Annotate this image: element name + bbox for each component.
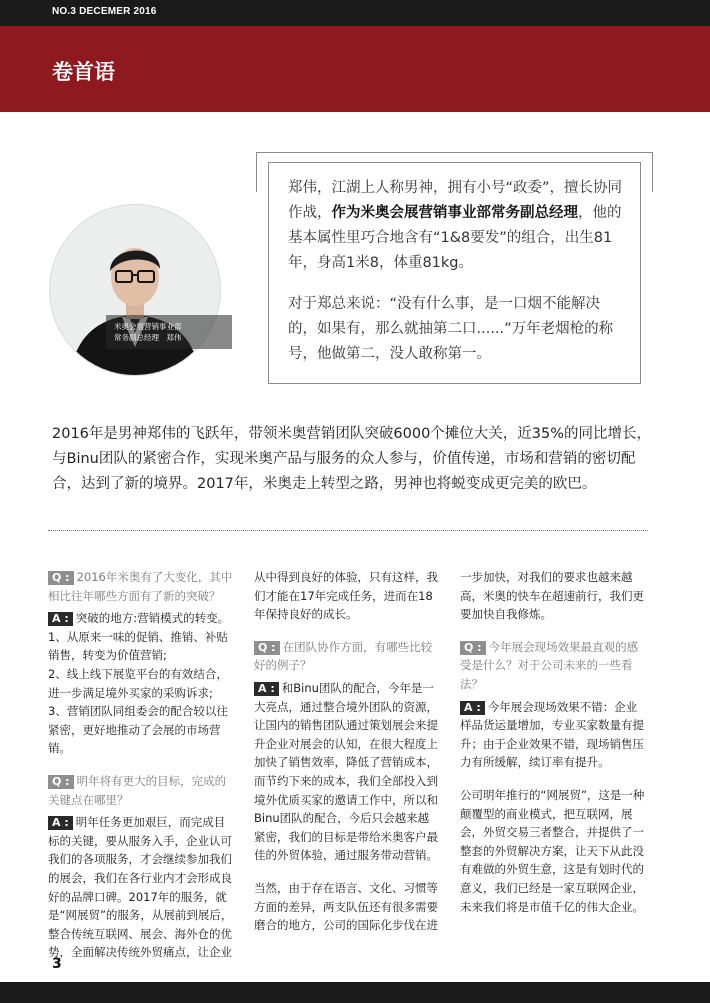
column-2 <box>254 568 440 949</box>
a-badge: A : <box>460 701 485 715</box>
bio-title-bold: 作为米奥会展营销事业部常务副总经理 <box>331 205 578 221</box>
footer-bar <box>0 982 710 1003</box>
top-bar <box>0 0 710 26</box>
answer-paragraph: 当然，由于存在语言、文化、习惯等方面的差异，两支队伍还有很多需要磨合的地方，公司的国际化步伐在进 <box>254 880 438 933</box>
a-badge: A : <box>254 682 279 696</box>
issue-label: NO.3 DECEMER 2016 <box>52 6 157 17</box>
bio-frame-right <box>652 152 653 192</box>
section-title: 卷首语 <box>52 60 115 84</box>
bio-paragraph-2: 对于郑总来说：“没有什么事，是一口烟不能解决的，如果有，那么就抽第二口......”万年老烟枪的称号，他做第二，没人敢称第一。 <box>288 296 614 362</box>
qa-item <box>460 638 646 772</box>
answer-point: 3、营销团队同组委会的配合较以往紧密，更好地推动了会展的市场营销。 <box>48 704 228 756</box>
qa-item <box>48 772 234 962</box>
column-1 <box>48 568 234 976</box>
section-header <box>0 26 710 112</box>
q-badge: Q : <box>460 641 486 655</box>
qa-item <box>254 638 440 865</box>
answer-point: 1、从原来一味的促销、推销、补贴销售，转变为价值营销; <box>48 629 228 663</box>
caption-line-2: 常务副总经理 郑伟 <box>114 333 182 342</box>
page-number: 3 <box>52 956 62 972</box>
caption-line-1: 米奥会展营销事业部 <box>114 322 182 331</box>
a-badge: A : <box>48 816 73 830</box>
answer-continued: 一步加快，对我们的要求也越来越高，米奥的快车在超速前行，我们更要加快自我修炼。 <box>460 570 644 622</box>
answer: A : 突破的地方:营销模式的转变。 1、从原来一味的促销、推销、补贴销售，转变为价值营销; 2、线上线下展览平台的有效结合，进一步满足境外买家的采购诉求; 3、营销团队同组委会的配合较以往紧密，更好地推动了会展的市场营销。 <box>48 609 234 758</box>
q-badge: Q : <box>254 641 280 655</box>
a-badge: A : <box>48 612 73 626</box>
portrait-photo <box>50 205 220 375</box>
answer: A : 明年任务更加艰巨，而完成目标的关键，要从服务入手，企业认可我们的各项服务，才会继续参加我们的展会，我们在各行业内才会形成良好的品牌口碑。2017年的服务，就是“网展贸”的服务，从展前到展后，整合传统互联网、展会、海外仓的优势，全面解决传统外贸痛点，让企业 <box>48 815 233 960</box>
dotted-divider <box>48 530 648 531</box>
answer-paragraph: 公司明年推行的“网展贸”，这是一种颠覆型的商业模式，把互联网，展会，外贸交易三者整合，并提供了一整套的外贸解决方案，让天下从此没有难做的外贸生意，这是有划时代的意义，我们已经是一家互联网企业，未来我们将是市值千亿的伟大企业。 <box>460 787 645 914</box>
question: Q : 2016年米奥有了大变化，其中相比往年哪些方面有了新的突破？ <box>48 570 233 603</box>
bio-frame-top <box>256 152 653 153</box>
answer-continued: 从中得到良好的体验，只有这样，我们才能在17年完成任务，进而在18年保持良好的成长。 <box>254 570 438 622</box>
question: Q : 明年将有更大的目标，完成的关键点在哪里？ <box>48 773 227 807</box>
q-badge: Q : <box>48 775 74 789</box>
answer: A : 今年展会现场效果不错：企业样品货运量增加，专业买家数量有提升；由于企业效果不错，现场销售压力有所缓解，续订率有提升。 <box>460 699 644 770</box>
bio-frame-left <box>256 152 257 192</box>
summary-paragraph: 2016年是男神郑伟的飞跃年，带领米奥营销团队突破6000个摊位大关，近35%的同比增长，与Binu团队的紧密合作，实现米奥产品与服务的众人参与，价值传递，市场和营销的密切配合，达到了新的境界。2017年，米奥走上转型之路，男神也将蜕变成更完美的欧巴。 <box>52 426 652 492</box>
question: Q : 在团队协作方面，有哪些比较好的例子？ <box>254 639 433 673</box>
column-3 <box>460 568 646 930</box>
bio-paragraph-1: 郑伟，江湖上人称男神，拥有小号“政委”，擅长协同作战，作为米奥会展营销事业部常务副总经理，他的基本属性里巧合地含有“1&8要发”的组合，出生81年，身高1米8，体重81kg。 <box>288 180 623 271</box>
photo-caption <box>106 315 232 349</box>
answer: A : 和Binu团队的配合，今年是一大亮点，通过整合境外团队的资源，让国内的销售团队通过策划展会来提升企业对展会的认知，在很大程度上加快了销售效率，降低了营销成本，而节约下来的成本，我们全部投入到境外优质买家的邀请工作中，所以和Binu团队的配合，今后只会越来越紧密，我们的目标是带给米奥客户最佳的外贸体验，通过服务带动营销。 <box>254 680 438 863</box>
answer-point: 2、线上线下展览平台的有效结合，进一步满足境外买家的采购诉求; <box>48 666 228 700</box>
question: Q : 今年展会现场效果最直观的感受是什么？对于公司未来的一些看法？ <box>460 639 639 691</box>
q-badge: Q : <box>48 571 74 585</box>
qa-item <box>48 568 234 758</box>
bio-text <box>288 176 626 383</box>
